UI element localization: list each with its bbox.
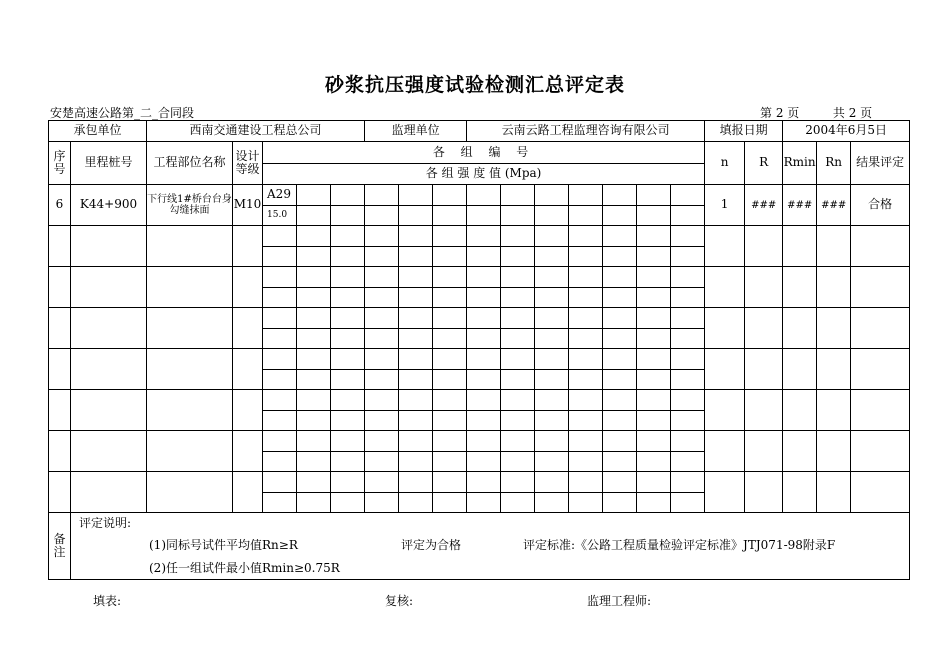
col-part: 工程部位名称 (147, 142, 233, 185)
summary-table (48, 120, 910, 580)
page-title: 砂浆抗压强度试验检测汇总评定表 (324, 74, 625, 96)
table-row (49, 349, 910, 370)
contractor-label: 承包单位 (49, 121, 147, 142)
row-result: 合格 (851, 185, 910, 226)
info-row (49, 121, 910, 142)
col-r: R (745, 142, 783, 185)
table-row (49, 308, 910, 329)
page-total: 共 2 页 (832, 106, 873, 120)
remarks-content (71, 513, 910, 580)
table-row (49, 472, 910, 493)
header-row-1 (49, 142, 910, 164)
table-row (49, 431, 910, 452)
page-indicator (760, 104, 872, 121)
remarks-heading: 评定说明: (79, 516, 132, 530)
col-n: n (705, 142, 745, 185)
footer-engineer: 监理工程师: (587, 594, 652, 608)
col-group-strength: 各 组 强 度 值 (Mpa) (263, 164, 705, 185)
col-grade: 设计等级 (233, 142, 263, 185)
row-rmin: ### (783, 185, 817, 226)
col-rmin: Rmin (783, 142, 817, 185)
col-rn: Rn (817, 142, 851, 185)
strength-cell: 15.0 (263, 206, 297, 226)
supervisor-label: 监理单位 (365, 121, 467, 142)
row-grade: M10 (233, 185, 263, 226)
page-current: 第 2 页 (760, 106, 800, 120)
row-seq: 6 (49, 185, 71, 226)
col-station: 里程桩号 (71, 142, 147, 185)
remarks-standard: 评定标准:《公路工程质量检验评定标准》JTJ071-98附录F (523, 538, 836, 552)
date-value: 2004年6月5日 (783, 121, 910, 142)
supervisor-value: 云南云路工程监理咨询有限公司 (467, 121, 705, 142)
remarks-label: 备注 (49, 513, 71, 580)
table-row (49, 267, 910, 288)
remarks-row (49, 513, 910, 580)
contractor-value: 西南交通建设工程总公司 (147, 121, 365, 142)
footer-filler: 填表: (93, 594, 122, 608)
row-station: K44+900 (71, 185, 147, 226)
group-id-cell: A29 (263, 185, 297, 206)
row-rn: ### (817, 185, 851, 226)
table-row (49, 226, 910, 247)
remarks-line2: (2)任一组试件最小值Rmin≥0.75R (149, 561, 340, 575)
col-seq: 序号 (49, 142, 71, 185)
footer-reviewer: 复核: (385, 594, 414, 608)
row-n: 1 (705, 185, 745, 226)
row-part: 下行线1#桥台台身勾缝抹面 (147, 185, 233, 226)
row-r: ### (745, 185, 783, 226)
remarks-verdict: 评定为合格 (401, 538, 462, 552)
col-result: 结果评定 (851, 142, 910, 185)
project-section: 安楚高速公路第_二_合同段 (50, 106, 195, 120)
table-row (49, 390, 910, 411)
table-row (49, 185, 910, 206)
date-label: 填报日期 (705, 121, 783, 142)
col-group-number: 各 组 编 号 (263, 142, 705, 164)
remarks-line1: (1)同标号试件平均值Rn≥R (149, 538, 298, 552)
